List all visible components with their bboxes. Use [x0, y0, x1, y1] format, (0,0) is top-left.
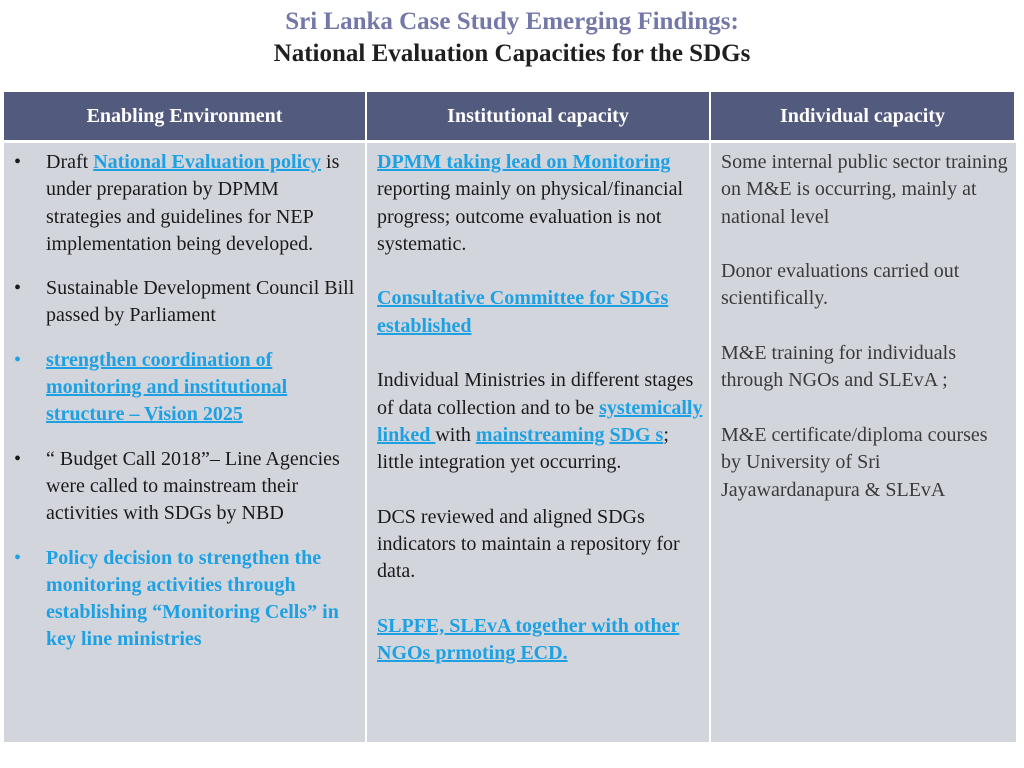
list-item [12, 347, 359, 429]
list-item [12, 545, 359, 654]
text: “ Budget Call 2018”– Line Agencies were called to mainstream their activities with SDGs by NBD [46, 447, 340, 525]
paragraph [377, 149, 703, 258]
slide-title [0, 6, 1024, 70]
header-individual-capacity: Individual capacity [711, 92, 1016, 143]
list-item [12, 275, 359, 330]
paragraph: M&E training for individuals through NGOs and SLEvA ; [721, 342, 956, 392]
paragraph [377, 504, 703, 586]
paragraph [377, 367, 703, 476]
header-enabling-environment: Enabling Environment [4, 92, 367, 143]
sdgs-link[interactable]: SDG s [609, 423, 664, 446]
bullet-icon: • [14, 546, 22, 569]
text: is under preparation by DPMM strategies and guidelines for NEP implementation being developed. [46, 151, 340, 255]
cell-institutional-capacity [367, 143, 711, 742]
bullet-icon: • [14, 277, 22, 300]
cell-individual-capacity [711, 143, 1016, 742]
slpfe-slevA-link[interactable]: SLPFE, SLEvA together with other NGOs prmoting ECD. [377, 615, 680, 665]
list-item [12, 149, 359, 258]
title-line-1: Sri Lanka Case Study Emerging Findings: [285, 8, 739, 35]
consultative-committee-link[interactable]: Consultative Committee for SDGs established [377, 287, 669, 337]
title-line-2: National Evaluation Capacities for the SDGs [273, 40, 751, 67]
vision-2025-link[interactable]: strengthen coordination of monitoring and institutional structure – Vision 2025 [46, 348, 288, 426]
enabling-bullet-list [12, 149, 359, 654]
text: Sustainable Development Council Bill passed by Parliament [46, 277, 355, 327]
paragraph: Donor evaluations carried out scientifically. [721, 260, 960, 310]
cell-enabling-environment [4, 143, 367, 742]
text: Draft [46, 151, 94, 173]
highlight-text: Policy decision to strengthen the monitoring activities through establishing “Monitoring Cells” in key line ministries [46, 546, 339, 651]
mainstreaming-link[interactable]: mainstreaming [475, 423, 605, 446]
text: Individual Ministries in different stages of data collection and to be [377, 369, 694, 419]
findings-table [4, 92, 1016, 742]
text: ; little integration yet occurring. [377, 423, 669, 474]
text: reporting mainly on physical/financial progress; outcome evaluation is not systematic. [377, 178, 684, 255]
paragraph: Some internal public sector training on M&E is occurring, mainly at national level [721, 151, 1008, 228]
bullet-icon: • [14, 447, 22, 470]
bullet-icon: • [14, 348, 22, 371]
text: DCS reviewed and aligned SDGs indicators to maintain a repository for data. [377, 505, 680, 583]
list-item [12, 446, 359, 528]
paragraph: M&E certificate/diploma courses by University of Sri Jayawardanapura & SLEvA [721, 423, 988, 501]
text: with [435, 423, 476, 446]
paragraph [377, 613, 703, 668]
bullet-icon: • [14, 151, 22, 173]
paragraph [377, 285, 703, 340]
header-institutional-capacity: Institutional capacity [367, 92, 711, 143]
national-evaluation-policy-link[interactable]: National Evaluation policy [93, 151, 322, 173]
systemically-linked-link[interactable]: systemically linked [377, 396, 703, 446]
dpmm-monitoring-link[interactable]: DPMM taking lead on Monitoring [377, 151, 671, 173]
